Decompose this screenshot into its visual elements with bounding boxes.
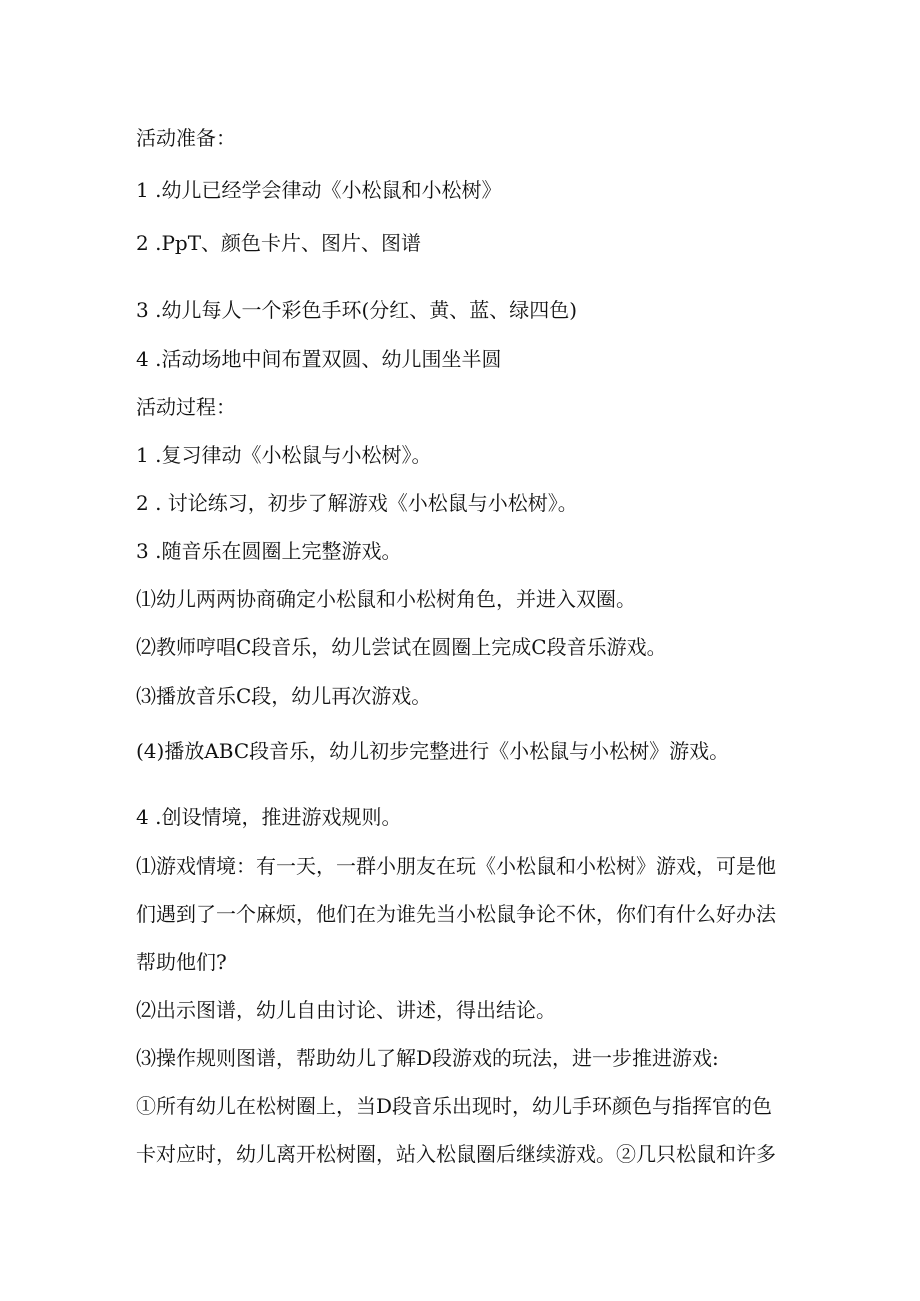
prep-heading: 活动准备： bbox=[136, 126, 236, 150]
prep-item-1: 1 .幼儿已经学会律动《小松鼠和小松树》 bbox=[136, 178, 502, 202]
rule-line-2: 卡对应时，幼儿离开松树圈，站入松鼠圈后继续游戏。②几只松鼠和许多 bbox=[136, 1142, 776, 1166]
process-sub-3: ⑶播放音乐C段，幼儿再次游戏。 bbox=[136, 684, 432, 708]
scenario-line-3: 帮助他们? bbox=[136, 950, 227, 974]
process-sub-2: ⑵教师哼唱C段音乐，幼儿尝试在圆圈上完成C段音乐游戏。 bbox=[136, 635, 667, 659]
process-item-2: 2 . 讨论练习，初步了解游戏《小松鼠与小松树》。 bbox=[136, 491, 578, 515]
prep-item-3: 3 .幼儿每人一个彩色手环(分红、黄、蓝、绿四色) bbox=[136, 298, 578, 322]
process-item-3: 3 .随音乐在圆圈上完整游戏。 bbox=[136, 539, 402, 563]
prep-item-4: 4 .活动场地中间布置双圆、幼儿围坐半圆 bbox=[136, 347, 502, 371]
process-heading: 活动过程： bbox=[136, 395, 236, 419]
rule-line-1: ①所有幼儿在松树圈上，当D段音乐出现时，幼儿手环颜色与指挥官的色 bbox=[136, 1094, 773, 1118]
process-sub-1: ⑴幼儿两两协商确定小松鼠和小松树角色，并进入双圈。 bbox=[136, 587, 636, 611]
scenario-line-1: ⑴游戏情境：有一天，一群小朋友在玩《小松鼠和小松树》游戏，可是他 bbox=[136, 854, 776, 878]
chart-discussion-line: ⑵出示图谱，幼儿自由讨论、讲述，得出结论。 bbox=[136, 998, 556, 1022]
prep-item-2: 2 .PpT、颜色卡片、图片、图谱 bbox=[136, 231, 422, 255]
process-item-4: 4 .创设情境，推进游戏规则。 bbox=[136, 805, 402, 829]
rules-chart-line: ⑶操作规则图谱，帮助幼儿了解D段游戏的玩法，进一步推进游戏: bbox=[136, 1046, 719, 1070]
scenario-line-2: 们遇到了一个麻烦，他们在为谁先当小松鼠争论不休，你们有什么好办法 bbox=[136, 902, 776, 926]
process-item-1: 1 .复习律动《小松鼠与小松树》。 bbox=[136, 443, 432, 467]
process-sub-4: (4)播放ABC段音乐，幼儿初步完整进行《小松鼠与小松树》游戏。 bbox=[136, 739, 730, 763]
